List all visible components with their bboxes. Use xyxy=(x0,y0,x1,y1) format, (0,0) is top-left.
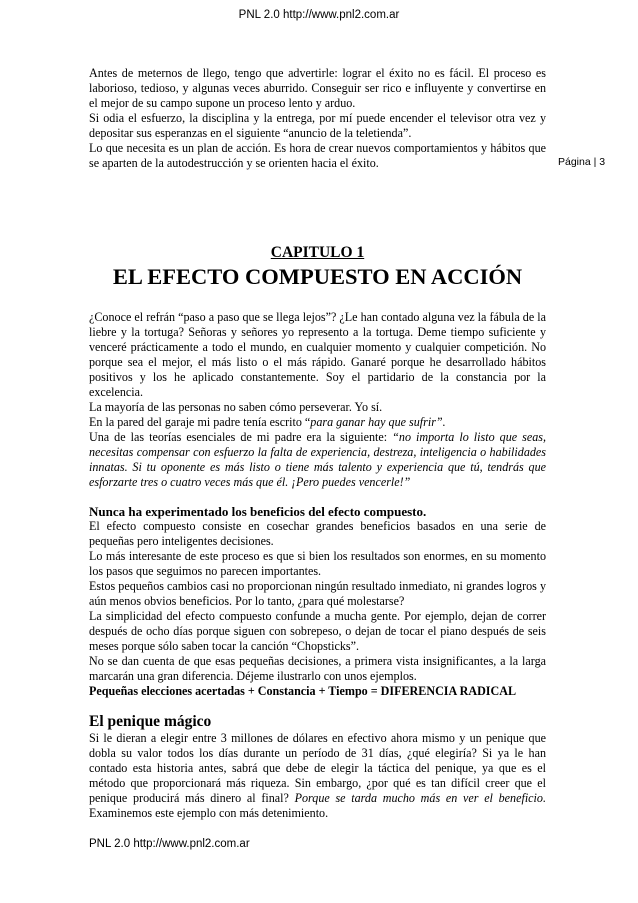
section1-paragraph-3: Estos pequeños cambios casi no proporcionan ningún resultado inmediato, ni grandes logros y aún menos obvios beneficios. Por lo tanto, ¿para qué molestarse? xyxy=(89,579,546,608)
magic-penny-suffix: Examinemos este ejemplo con más detenimiento. xyxy=(89,806,329,820)
garage-quote-intro: En la pared del garaje mi padre tenía escrito “ xyxy=(89,415,311,429)
intro-paragraph-1: Antes de meternos de llego, tengo que advertirle: lograr el éxito no es fácil. El proceso es laborioso, tedioso, y algunas veces aburrido. Conseguir ser rico e influyente y convertirse en el mejor de su campo supone un proceso lento y arduo. xyxy=(89,66,546,110)
father-theory-intro: Una de las teorías esenciales de mi padre era la siguiente: xyxy=(89,430,393,444)
chapter-paragraph-2: La mayoría de las personas no saben cómo perseverar. Yo sí. xyxy=(89,400,383,414)
section-heading-magic-penny: El penique mágico xyxy=(89,713,212,730)
page-content xyxy=(89,66,546,821)
section1-paragraph-2: Lo más interesante de este proceso es que si bien los resultados son enormes, en su momento los pasos que seguimos no parecen importantes. xyxy=(89,549,546,578)
page-footer: PNL 2.0 http://www.pnl2.com.ar xyxy=(89,838,250,850)
section1-paragraph-4: La simplicidad del efecto compuesto confunde a mucha gente. Por ejemplo, dejan de correr después de ocho días porque siguen con sobrepeso, o dejan de tocar el piano después de seis meses porque sólo saben tocar la canción “Chopsticks”. xyxy=(89,609,546,653)
chapter-paragraph-1: ¿Conoce el refrán “paso a paso que se llega lejos”? ¿Le han contado alguna vez la fábula de la liebre y la tortuga? Señoras y señores yo represento a la tortuga. Deme tiempo suficiente y venceré prácticamente a todo el mundo, en cualquier momento y cualquier competición. No porque sea el mejor, el más listo o el más rápido. Ganaré porque he desarrollado hábitos positivos y los he aplicado constantemente. Soy el partidario de la constancia por la excelencia. xyxy=(89,310,546,399)
chapter-label: CAPITULO 1 xyxy=(270,244,365,261)
section1-paragraph-5: No se dan cuenta de que esas pequeñas decisiones, a primera vista insignificantes, a la larga marcarán una gran diferencia. Déjeme ilustrarlo con unos ejemplos. xyxy=(89,654,546,683)
chapter-paragraph-4 xyxy=(89,430,546,490)
section-heading-compound-effect: Nunca ha experimentado los beneficios del efecto compuesto. xyxy=(89,504,427,519)
father-theory-quote: “no importa lo listo que seas, necesitas compensar con esfuerzo la falta de experiencia, destreza, inteligencia o habilidades innatas. Si tu oponente es más listo o tiene más talento y experiencia que tú, tendrás que esforzarte tres o cuatro veces más que él. ¡Pero puedes vencerle!” xyxy=(89,430,547,489)
magic-penny-text: Si le dieran a elegir entre 3 millones de dólares en efectivo ahora mismo y un penique que dobla su valor todos los días durante un período de 31 días, ¿qué elegiría? Si ya le han contado esta historia antes, sabrá que debe de elegir la táctica del penique, ya que es el método que proporcionará más riqueza. Sin embargo, ¿por qué es tan difícil creer que el penique producirá más dinero al final? xyxy=(89,731,546,805)
chapter-title: EL EFECTO COMPUESTO EN ACCIÓN xyxy=(112,264,523,289)
page-header: PNL 2.0 http://www.pnl2.com.ar xyxy=(238,9,400,21)
chapter-paragraph-3 xyxy=(89,415,546,430)
magic-penny-paragraph xyxy=(89,731,546,821)
garage-quote: para ganar hay que sufrir”. xyxy=(310,415,446,429)
page-number: Página | 3 xyxy=(558,156,606,168)
section1-paragraph-1: El efecto compuesto consiste en cosechar grandes beneficios basados en una serie de pequeñas pero inteligentes decisiones. xyxy=(89,519,546,548)
formula-line: Pequeñas elecciones acertadas + Constancia + Tiempo = DIFERENCIA RADICAL xyxy=(89,684,517,698)
magic-penny-italic: Porque se tarda mucho más en ver el beneficio. xyxy=(294,791,546,805)
intro-paragraph-2: Si odia el esfuerzo, la disciplina y la entrega, por mí puede encender el televisor otra vez y depositar sus esperanzas en el siguiente “anuncio de la teletienda”. xyxy=(89,111,546,140)
intro-paragraph-3: Lo que necesita es un plan de acción. Es hora de crear nuevos comportamientos y hábitos que se aparten de la autodestrucción y se orienten hacia el éxito. xyxy=(89,141,546,170)
